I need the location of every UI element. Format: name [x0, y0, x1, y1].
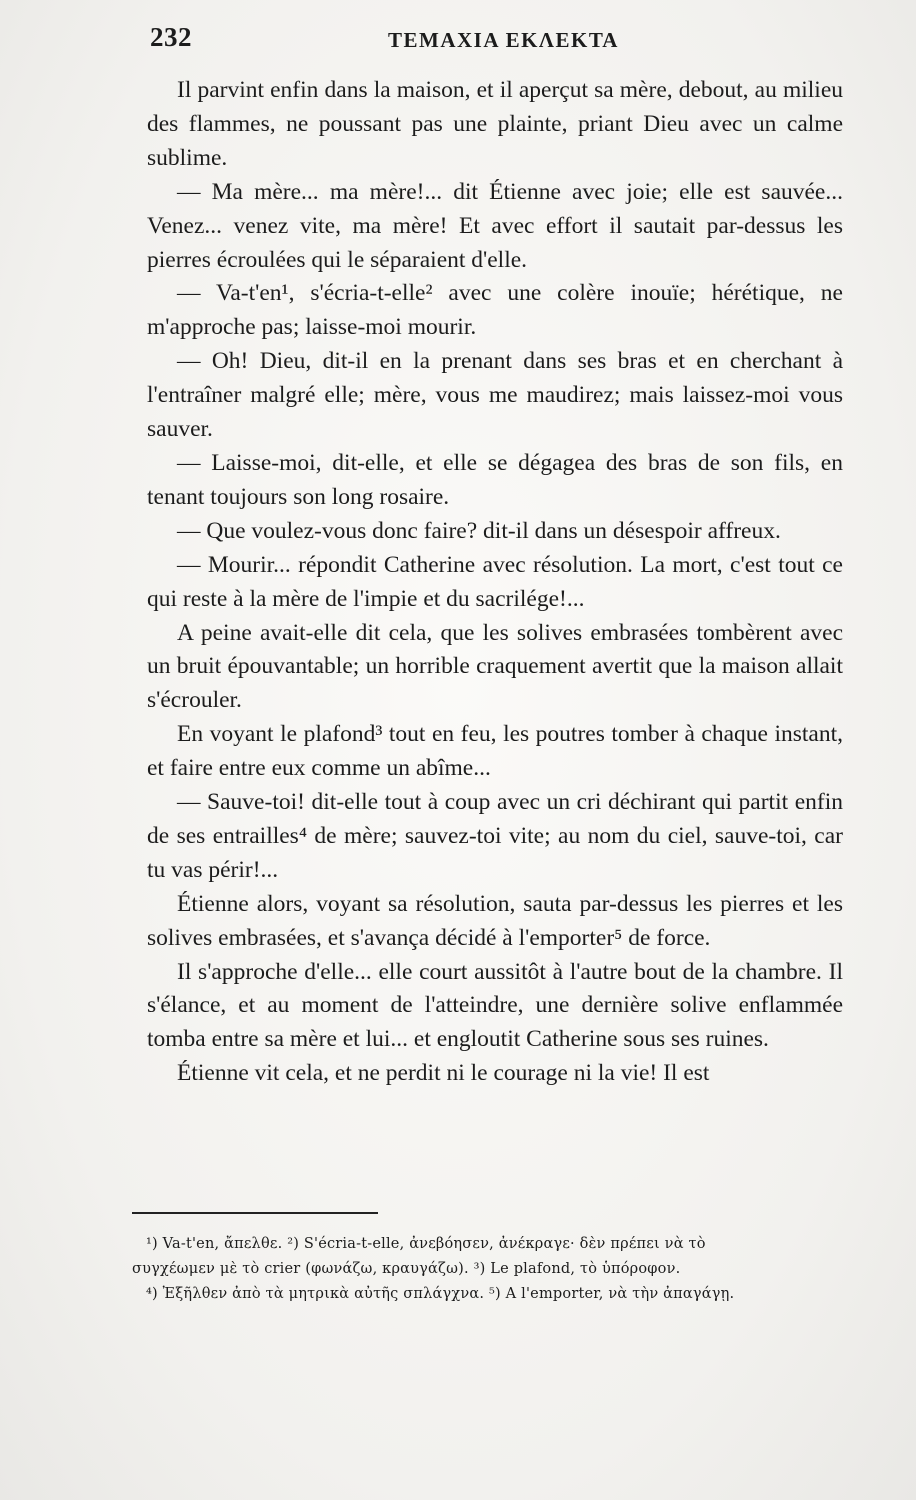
paragraph: A peine avait-elle dit cela, que les solives embrasées tombèrent avec un bruit épouvantable; un horrible craquement avertit que la maison allait s'écrouler. — [147, 619, 843, 714]
footnote-line: ¹) Va-t'en, ἄπελθε. ²) S'écria-t-elle, ἀνεβόησεν, ἀνέκραγε· δὲν πρέπει νὰ τὸ — [146, 1236, 706, 1252]
footnotes — [132, 1232, 844, 1307]
paragraph: Il parvint enfin dans la maison, et il aperçut sa mère, debout, au milieu des flammes, ne poussant pas une plainte, priant Dieu avec un calme sublime. — [147, 77, 843, 171]
running-title: ΤΕΜΑΧΙΑ ΕΚΛΕΚΤΑ — [388, 28, 619, 52]
footnote-line: συγχέωμεν μὲ τὸ crier (φωνάζω, κραυγάζω). ³) Le plafond, τὸ ὑπόροφον. — [132, 1261, 681, 1277]
paragraph: Étienne alors, voyant sa résolution, sauta par-dessus les pierres et les solives embrasées, et s'avança décidé à l'emporter⁵ de force. — [147, 890, 843, 951]
footnote-divider — [132, 1212, 378, 1214]
paragraph: — Sauve-toi! dit-elle tout à coup avec un cri déchirant qui partit enfin de ses entrailles⁴ de mère; sauvez-toi vite; au nom du ciel, sauve-toi, car tu vas périr!... — [147, 789, 843, 883]
paragraph: Étienne vit cela, et ne perdit ni le courage ni la vie! Il est — [177, 1060, 710, 1087]
paragraph: — Va-t'en¹, s'écria-t-elle² avec une colère inouïe; hérétique, ne m'approche pas; laisse-moi mourir. — [147, 280, 843, 341]
page-header — [150, 22, 840, 62]
paragraph: — Mourir... répondit Catherine avec résolution. La mort, c'est tout ce qui reste à la mère de l'impie et du sacrilége!... — [147, 551, 843, 612]
paragraph: Il s'approche d'elle... elle court aussitôt à l'autre bout de la chambre. Il s'élance, et au moment de l'atteindre, une dernière solive enflammée tomba entre sa mère et lui... et engloutit Catherine sous ses ruines. — [147, 958, 843, 1053]
main-text — [147, 74, 843, 1091]
paragraph: — Que voulez-vous donc faire? dit-il dans un désespoir affreux. — [177, 517, 781, 544]
page-number: 232 — [150, 22, 192, 52]
paragraph: — Oh! Dieu, dit-il en la prenant dans ses bras et en cherchant à l'entraîner malgré elle; mère, vous me maudirez; mais laissez-moi vous sauver. — [147, 348, 843, 443]
footnote-line: ⁴) Ἐξῆλθεν ἀπὸ τὰ μητρικὰ αὐτῆς σπλάγχνα. ⁵) A l'emporter, νὰ τὴν ἀπαγάγῃ. — [146, 1286, 735, 1302]
paragraph: — Ma mère... ma mère!... dit Étienne avec joie; elle est sauvée... Venez... venez vite, ma mère! Et avec effort il sautait par-dessus les pierres écroulées qui le séparaient d'elle. — [147, 178, 843, 273]
paragraph: En voyant le plafond³ tout en feu, les poutres tomber à chaque instant, et faire entre eux comme un abîme... — [147, 721, 843, 782]
paragraph: — Laisse-moi, dit-elle, et elle se dégagea des bras de son fils, en tenant toujours son long rosaire. — [147, 449, 843, 510]
